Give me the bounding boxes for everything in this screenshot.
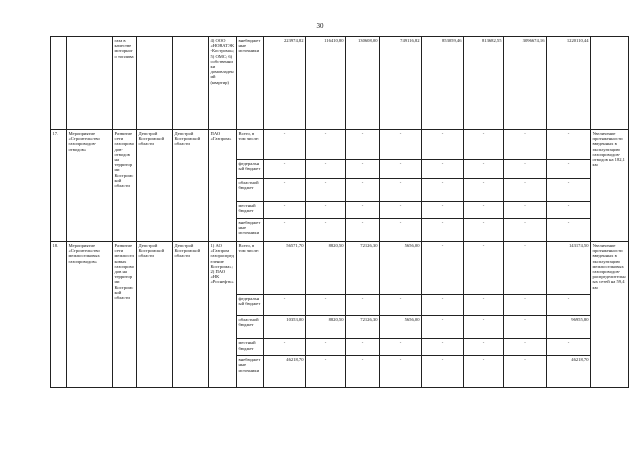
value-cell: - (547, 130, 591, 160)
value-cell: - (264, 294, 306, 315)
source-cell: Всего, в том числе: (237, 130, 264, 160)
value-cell: - (422, 356, 464, 388)
value-cell: - (264, 130, 306, 160)
value-cell: 813682,55 (464, 37, 504, 130)
value-cell: - (380, 356, 422, 388)
value-cell: 853059,46 (422, 37, 464, 130)
value-cell: 10353,00 (264, 316, 306, 339)
value-cell: - (306, 201, 346, 218)
table-row (51, 130, 629, 160)
value-cell: - (306, 218, 346, 241)
participants-cell: 4) ООО «НОВАТЭК-Кострома»; 5) ОМС; 6) собственники домовладений (квартир) (209, 37, 237, 130)
source-cell: областной бюджет (237, 178, 264, 201)
value-cell: 749116,82 (380, 37, 422, 130)
value-cell: 96955,80 (547, 316, 591, 339)
value-cell: - (346, 178, 380, 201)
value-cell: - (547, 339, 591, 356)
value-cell: - (380, 130, 422, 160)
value-cell: - (464, 218, 504, 241)
value-cell: 72126,30 (346, 316, 380, 339)
value-cell: - (306, 130, 346, 160)
cell-empty (51, 37, 67, 130)
value-cell: 3096674,16 (504, 37, 547, 130)
value-cell: - (380, 178, 422, 201)
value-cell: - (346, 159, 380, 178)
value-cell: - (422, 316, 464, 339)
value-cell: - (504, 294, 547, 315)
program-table (50, 36, 629, 388)
value-cell: - (464, 339, 504, 356)
source-cell: внебюджетные источники (237, 356, 264, 388)
cell-empty (137, 37, 173, 130)
value-cell: - (504, 339, 547, 356)
value-cell: - (346, 218, 380, 241)
value-cell: - (547, 218, 591, 241)
value-cell: - (346, 294, 380, 315)
value-cell: 5656,00 (380, 242, 422, 295)
source-cell: местный бюджет (237, 201, 264, 218)
value-cell: - (464, 178, 504, 201)
value-cell: - (422, 159, 464, 178)
executor-cell: Депстрой Костромской области (137, 130, 173, 242)
goal-cell: газа в качестве моторного топлива (113, 37, 137, 130)
value-cell: 1220110,44 (547, 37, 591, 130)
value-cell: - (380, 218, 422, 241)
executor-cell: Депстрой Костромской области (137, 242, 173, 388)
row-number: 18. (51, 242, 67, 388)
table-row (51, 242, 629, 295)
value-cell: - (547, 178, 591, 201)
value-cell: - (264, 339, 306, 356)
value-cell: - (422, 218, 464, 241)
value-cell: - (504, 218, 547, 241)
program-table-sheet (50, 36, 628, 388)
value-cell: 5656,00 (380, 316, 422, 339)
value-cell: - (306, 178, 346, 201)
executor-cell: Депстрой Костромской области (173, 242, 209, 388)
cell-empty (173, 37, 209, 130)
value-cell: - (504, 178, 547, 201)
value-cell: - (504, 159, 547, 178)
value-cell: - (504, 201, 547, 218)
value-cell: - (422, 178, 464, 201)
measure-title: Мероприятие «Строительство газопроводов-отводов» (67, 130, 113, 242)
result-cell: Увеличение протяженности введенных в эксплуатацию межпоселковых газопроводов-распределительных сетей на 59,4 км (591, 242, 629, 388)
goal-cell: Развитие сети газопроводов-отводов на территории Костромской области (113, 130, 137, 242)
value-cell: - (464, 201, 504, 218)
source-cell: областной бюджет (237, 316, 264, 339)
measure-title: Мероприятие «Строительство межпоселковых газопроводов» (67, 242, 113, 388)
value-cell: 46218,70 (264, 356, 306, 388)
value-cell: - (464, 242, 504, 295)
value-cell: - (422, 242, 464, 295)
value-cell: - (380, 159, 422, 178)
value-cell: 143174,50 (547, 242, 591, 295)
value-cell: - (504, 242, 547, 295)
value-cell: - (464, 316, 504, 339)
value-cell: - (306, 356, 346, 388)
cell-empty (67, 37, 113, 130)
result-cell: Увеличение протяженности введенных в эксплуатацию газопроводов-отводов на 182,1 км (591, 130, 629, 242)
value-cell: - (464, 294, 504, 315)
source-cell: внебюджетные источники (237, 218, 264, 241)
value-cell: - (346, 201, 380, 218)
value-cell: - (504, 356, 547, 388)
value-cell: - (547, 294, 591, 315)
value-cell: - (380, 201, 422, 218)
value-cell: - (422, 201, 464, 218)
value-cell: - (422, 339, 464, 356)
source-cell: внебюджетные источники (237, 37, 264, 130)
value-cell: 130608,00 (346, 37, 380, 130)
value-cell: 8820,50 (306, 316, 346, 339)
value-cell: - (264, 218, 306, 241)
value-cell: - (346, 130, 380, 160)
value-cell: - (422, 294, 464, 315)
value-cell: - (346, 339, 380, 356)
goal-cell: Развитие сети межпоселковых газопроводов на территории Костромской области (113, 242, 137, 388)
participants-cell: 1) АО «Газпром газораспределение Кострома»; 2) ПАО «НК «Роснефть» (209, 242, 237, 388)
value-cell: 116410,80 (306, 37, 346, 130)
value-cell: - (504, 316, 547, 339)
value-cell: 72126,30 (346, 242, 380, 295)
source-cell: федеральный бюджет (237, 159, 264, 178)
value-cell: 8820,50 (306, 242, 346, 295)
value-cell: - (306, 339, 346, 356)
value-cell: - (504, 130, 547, 160)
row-number: 17. (51, 130, 67, 242)
value-cell: - (264, 201, 306, 218)
value-cell: - (464, 356, 504, 388)
value-cell: - (464, 159, 504, 178)
value-cell: 56571,70 (264, 242, 306, 295)
value-cell: 46218,70 (547, 356, 591, 388)
page-number: 30 (316, 22, 324, 30)
value-cell: - (380, 339, 422, 356)
source-cell: федеральный бюджет (237, 294, 264, 315)
source-cell: Всего, в том числе: (237, 242, 264, 295)
value-cell: - (422, 130, 464, 160)
value-cell: - (306, 294, 346, 315)
value-cell: - (547, 201, 591, 218)
value-cell: - (547, 159, 591, 178)
value-cell: - (380, 294, 422, 315)
value-cell: 223974,82 (264, 37, 306, 130)
value-cell: - (346, 356, 380, 388)
table-row (51, 37, 629, 130)
source-cell: местный бюджет (237, 339, 264, 356)
cell-empty (591, 37, 629, 130)
value-cell: - (464, 130, 504, 160)
participants-cell: ПАО «Газпром» (209, 130, 237, 242)
value-cell: - (264, 159, 306, 178)
value-cell: - (306, 159, 346, 178)
value-cell: - (264, 178, 306, 201)
executor-cell: Депстрой Костромской области (173, 130, 209, 242)
